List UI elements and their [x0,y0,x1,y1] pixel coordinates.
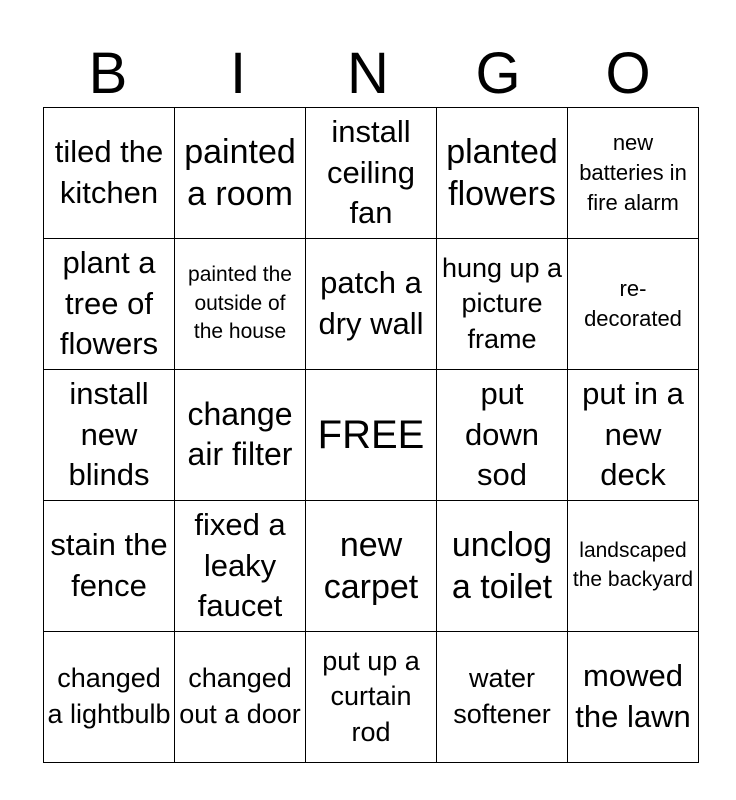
cell-text: new carpet [323,525,419,606]
bingo-cell[interactable] [568,501,699,632]
cell-text: planted flowers [446,132,558,213]
cell-text: install new blinds [68,376,150,493]
grid-row-4 [44,501,699,632]
cell-text: changed a lightbulb [47,663,171,729]
header-letter-o: O [605,41,651,106]
bingo-cell[interactable] [437,370,568,501]
bingo-cell[interactable] [306,108,437,239]
cell-text: put up a curtain rod [322,645,420,747]
cell-text: unclog a toilet [451,525,553,606]
cell-text: patch a dry wall [318,265,424,341]
free-space: FREE [317,413,425,457]
bingo-cell[interactable] [568,370,699,501]
header-letter-n: N [347,41,389,106]
cell-text: landscaped the backyard [572,539,694,591]
bingo-cell[interactable] [175,632,306,763]
cell-text: change air filter [187,396,293,472]
cell-text: stain the fence [50,527,168,603]
bingo-cell[interactable] [306,239,437,370]
bingo-cell[interactable] [44,501,175,632]
cell-text: water softener [453,663,551,729]
cell-text: install ceiling fan [327,114,415,231]
cell-text: changed out a door [179,663,301,729]
bingo-cell[interactable] [306,632,437,763]
bingo-cell[interactable] [306,501,437,632]
bingo-cell[interactable] [437,239,568,370]
bingo-cell[interactable] [175,370,306,501]
bingo-cell[interactable] [437,108,568,239]
cell-text: new batteries in fire alarm [579,130,687,215]
grid-row-1 [44,108,699,239]
bingo-cell[interactable] [437,501,568,632]
header-letter-g: G [475,41,521,106]
bingo-cell[interactable] [175,108,306,239]
cell-text: tiled the kitchen [54,134,164,210]
bingo-cell[interactable] [44,239,175,370]
bingo-cell[interactable] [44,108,175,239]
bingo-cell[interactable] [44,370,175,501]
header-letter-b: B [88,41,128,106]
bingo-cell[interactable] [437,632,568,763]
bingo-grid [43,107,699,763]
grid-row-2 [44,239,699,370]
bingo-cell[interactable] [44,632,175,763]
cell-text: re-decorated [584,276,682,331]
cell-text: put in a new deck [582,376,684,493]
header-letter-i: I [229,41,247,106]
cell-text: hung up a picture frame [441,252,563,354]
bingo-cell[interactable] [175,501,306,632]
bingo-header [43,40,693,108]
cell-text: painted the outside of the house [188,262,292,344]
bingo-cell[interactable] [175,239,306,370]
cell-text: put down sod [464,376,540,493]
bingo-cell[interactable] [306,370,437,501]
cell-text: fixed a leaky faucet [194,507,286,624]
bingo-cell[interactable] [568,632,699,763]
bingo-cell[interactable] [568,239,699,370]
grid-row-3 [44,370,699,501]
cell-text: plant a tree of flowers [59,245,159,362]
grid-row-5 [44,632,699,763]
cell-text: painted a room [184,132,296,213]
bingo-cell[interactable] [568,108,699,239]
cell-text: mowed the lawn [575,658,691,734]
